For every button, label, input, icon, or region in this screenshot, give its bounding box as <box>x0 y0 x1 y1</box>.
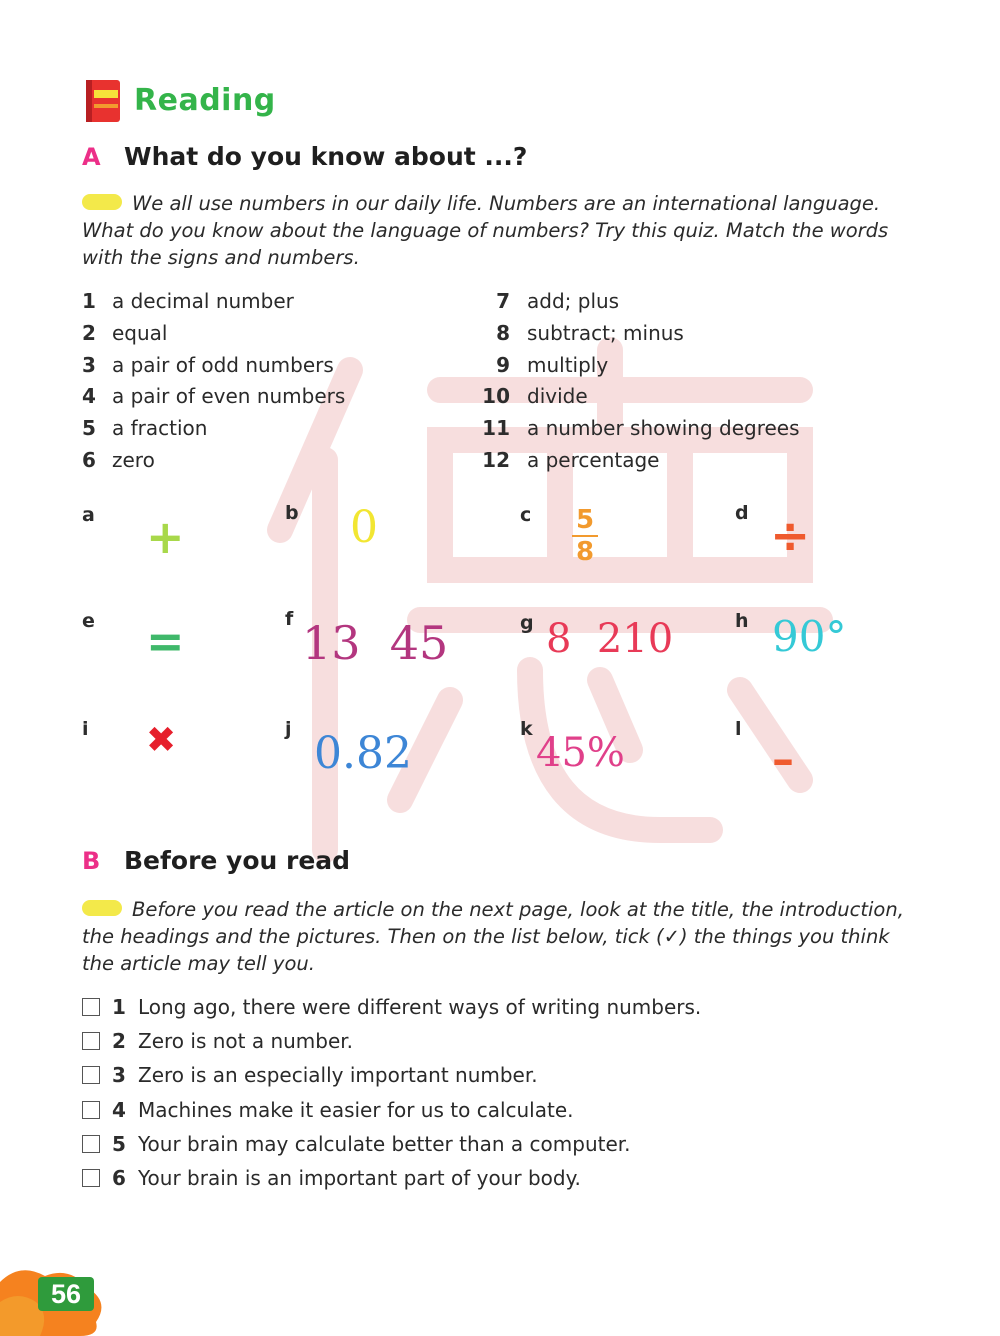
word-list-right <box>480 286 800 477</box>
sign-letter: f <box>285 608 294 630</box>
checklist <box>82 990 701 1195</box>
list-item: 9 multiply <box>496 352 609 377</box>
section-a-instructions <box>82 190 912 271</box>
list-item: 4 Machines make it easier for us to calculate. <box>82 1093 701 1127</box>
odd-numbers-pair: 13 45 <box>302 616 449 670</box>
multiply-sign: ✖ <box>146 720 177 761</box>
list-item: 1 Long ago, there were different ways of writing numbers. <box>82 990 701 1024</box>
list-item: 8 subtract; minus <box>496 320 684 345</box>
book-icon <box>84 76 124 124</box>
degrees-number: 90° <box>772 612 847 661</box>
list-item: 10 divide <box>482 384 588 409</box>
list-item: 3 a pair of odd numbers <box>82 352 334 377</box>
sign-letter: a <box>82 504 95 526</box>
list-item: 2 equal <box>82 320 168 345</box>
sign-letter: h <box>735 610 749 632</box>
plus-sign: + <box>146 510 185 564</box>
sign-letter: d <box>735 502 749 524</box>
instruction-marker-icon <box>82 900 122 916</box>
section-a-letter: A <box>82 143 101 171</box>
list-item: 12 a percentage <box>482 447 660 472</box>
list-item: 6 Your brain is an important part of your body. <box>82 1161 701 1195</box>
checkbox[interactable] <box>82 1066 100 1084</box>
equals-sign: = <box>146 614 185 668</box>
sign-letter: e <box>82 610 95 632</box>
divide-sign: ÷ <box>770 508 811 564</box>
section-b-instructions <box>82 896 912 977</box>
list-item: 5 a fraction <box>82 416 208 441</box>
list-item: 2 Zero is not a number. <box>82 1024 701 1058</box>
sign-letter: b <box>285 502 299 524</box>
even-numbers-pair: 8 210 <box>546 616 674 662</box>
sign-letter: g <box>520 612 534 634</box>
checkbox[interactable] <box>82 1101 100 1119</box>
checkbox[interactable] <box>82 998 100 1016</box>
section-b-title: Before you read <box>124 846 351 875</box>
list-item: 11 a number showing degrees <box>482 416 800 441</box>
section-a-title: What do you know about ...? <box>124 142 528 171</box>
list-item: 6 zero <box>82 447 155 472</box>
list-item: 7 add; plus <box>496 289 620 313</box>
zero-sign: 0 <box>350 502 378 553</box>
minus-sign: – <box>772 734 794 785</box>
word-list-left <box>82 286 345 477</box>
section-a-instruction-text: We all use numbers in our daily life. Numbers are an international language. What do you know about the language of numbers? Try this quiz. Match the words with the signs and numbers. <box>82 192 889 269</box>
sign-letter: k <box>520 718 533 740</box>
reading-title: Reading <box>134 82 276 118</box>
list-item: 1 a decimal number <box>82 289 294 313</box>
fraction-sign: 5 8 <box>570 506 600 566</box>
checkbox[interactable] <box>82 1032 100 1050</box>
sign-letter: c <box>520 504 532 526</box>
sign-letter: l <box>735 718 742 740</box>
section-b-instruction-text: Before you read the article on the next page, look at the title, the introduction, the headings and the pictures. Then on the list below, tick (✓) the things you think the article may tell you. <box>82 898 904 975</box>
list-item: 5 Your brain may calculate better than a computer. <box>82 1127 701 1161</box>
decimal-number: 0.82 <box>314 728 412 779</box>
page-number: 56 <box>38 1277 94 1311</box>
sign-letter: i <box>82 718 89 740</box>
instruction-marker-icon <box>82 194 122 210</box>
checkbox[interactable] <box>82 1169 100 1187</box>
section-b-letter: B <box>82 847 101 875</box>
list-item: 3 Zero is an especially important number. <box>82 1058 701 1092</box>
signs-grid <box>80 500 940 820</box>
section-a-heading <box>82 142 527 171</box>
list-item: 4 a pair of even numbers <box>82 384 346 409</box>
section-header <box>84 74 276 126</box>
section-b-heading <box>82 846 350 875</box>
checkbox[interactable] <box>82 1135 100 1153</box>
sign-letter: j <box>285 718 292 740</box>
percentage-number: 45% <box>536 730 625 776</box>
